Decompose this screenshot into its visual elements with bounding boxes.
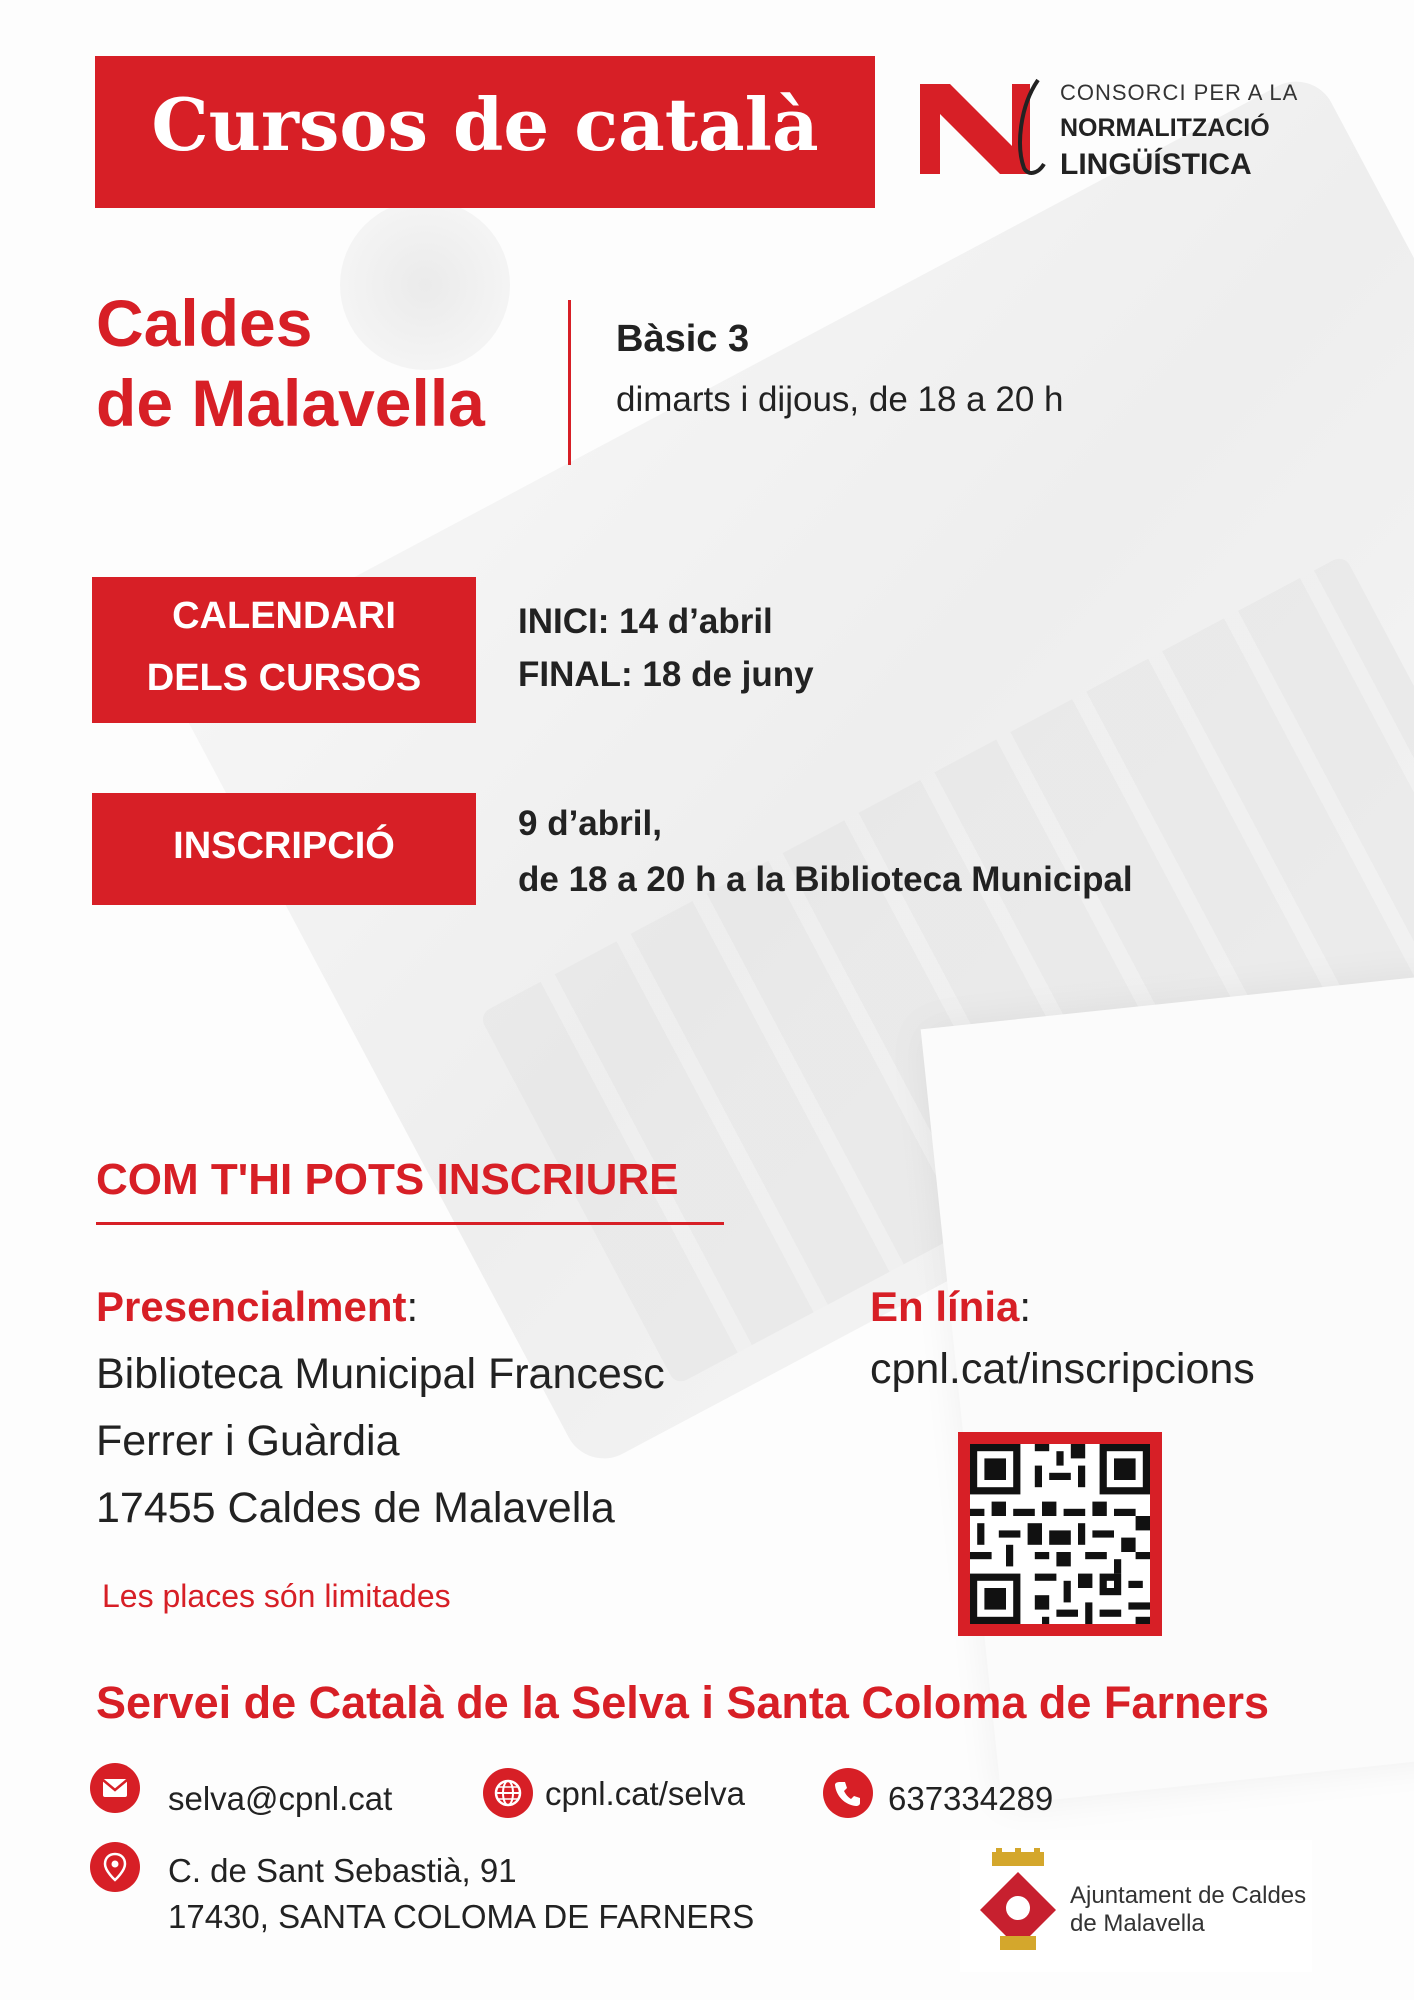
coat-of-arms-icon — [970, 1848, 1066, 1964]
registration-label: INSCRIPCIÓ — [173, 825, 395, 867]
calendar-label-line1: CALENDARI — [172, 595, 396, 637]
registration-label-box — [92, 793, 476, 905]
in-person-address-line2: Ferrer i Guàrdia — [96, 1417, 400, 1465]
heading-underline — [96, 1222, 724, 1225]
in-person-heading: Presencialment: — [96, 1283, 419, 1330]
qr-code[interactable] — [958, 1432, 1162, 1636]
town-name-line1: Caldes — [96, 286, 313, 360]
online-heading: En línia: — [870, 1283, 1032, 1330]
registration-place: de 18 a 20 h a la Biblioteca Municipal — [518, 860, 1133, 899]
course-start: INICI: 14 d’abril — [518, 602, 773, 641]
qr-code-icon — [970, 1444, 1150, 1624]
page-title: Cursos de català — [151, 82, 819, 167]
contact-email[interactable]: selva@cpnl.cat — [168, 1780, 393, 1817]
course-end: FINAL: 18 de juny — [518, 655, 814, 694]
logo-text-2: NORMALITZACIÓ — [1060, 114, 1270, 142]
registration-date: 9 d’abril, — [518, 804, 662, 843]
phone-icon — [823, 1768, 873, 1818]
title-banner — [95, 56, 875, 208]
divider — [568, 300, 571, 465]
online-registration-link[interactable]: cpnl.cat/inscripcions — [870, 1345, 1255, 1393]
council-name-line2: de Malavella — [1070, 1910, 1205, 1937]
cpnl-logo — [920, 76, 1320, 186]
location-pin-icon — [90, 1842, 140, 1892]
contact-address-line2: 17430, SANTA COLOMA DE FARNERS — [168, 1898, 755, 1935]
in-person-address-line1: Biblioteca Municipal Francesc — [96, 1350, 665, 1398]
town-name-line2: de Malavella — [96, 366, 485, 440]
course-schedule: dimarts i dijous, de 18 a 20 h — [616, 380, 1064, 419]
contact-address-line1: C. de Sant Sebastià, 91 — [168, 1852, 517, 1889]
in-person-address-line3: 17455 Caldes de Malavella — [96, 1484, 615, 1532]
calendar-label-box — [92, 577, 476, 723]
town-council-logo — [960, 1840, 1312, 1972]
contact-website[interactable]: cpnl.cat/selva — [545, 1775, 745, 1812]
service-title: Servei de Català de la Selva i Santa Coloma de Farners — [96, 1677, 1270, 1728]
council-name-line1: Ajuntament de Caldes — [1070, 1882, 1307, 1909]
cpnl-logo-mark — [920, 76, 1050, 180]
how-to-register-heading: COM T'HI POTS INSCRIURE — [96, 1155, 679, 1204]
logo-text-3: LINGÜÍSTICA — [1060, 148, 1252, 181]
contact-phone[interactable]: 637334289 — [888, 1780, 1054, 1817]
mail-icon — [90, 1763, 140, 1813]
limited-places-note: Les places són limitades — [102, 1578, 451, 1614]
globe-icon — [483, 1768, 533, 1818]
course-level: Bàsic 3 — [616, 318, 750, 360]
logo-text-1: CONSORCI PER A LA — [1060, 80, 1299, 105]
calendar-label-line2: DELS CURSOS — [146, 657, 422, 699]
